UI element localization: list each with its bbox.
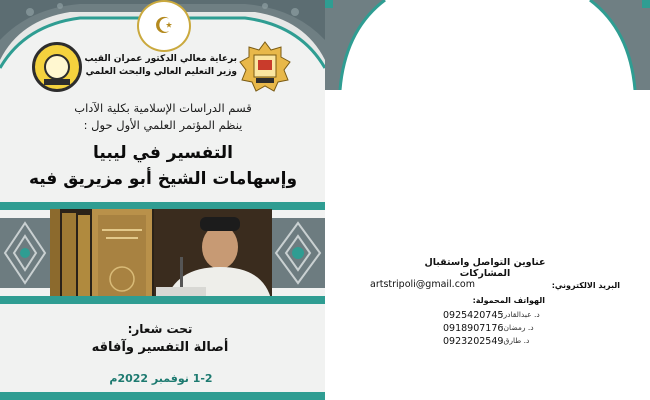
poster-back — [325, 0, 650, 400]
email-address[interactable]: artstripoli@gmail.com — [370, 279, 475, 290]
phone-row — [443, 323, 543, 335]
emblem-glyph: ☪ — [154, 13, 174, 39]
motto-label: تحت شعار: — [127, 322, 193, 336]
email-label: البريد الالكتروني: — [551, 281, 620, 290]
sponsor-line-1: برعاية معالي الدكتور عمران القيب — [84, 54, 237, 64]
teal-band-footer — [0, 392, 325, 400]
seal-banner — [44, 79, 70, 85]
department-line-2: ينظم المؤتمر العلمي الأول حول : — [83, 118, 243, 132]
phone-row — [443, 310, 543, 322]
department-line-1: قسم الدراسات الإسلامية بكلية الآداب — [74, 101, 252, 115]
phone-contact-name: د. طارق: — [501, 336, 530, 345]
phone-number[interactable]: 0925420745 — [443, 310, 504, 321]
seal-inner — [44, 54, 70, 80]
phone-number[interactable]: 0923202549 — [443, 336, 504, 347]
faculty-seal-icon — [238, 40, 292, 94]
phones-label: الهواتف المحمولة: — [472, 296, 545, 305]
conference-title-line-1: التفسير في ليبيا — [93, 143, 233, 163]
phone-contact-name: د. عبدالقادر: — [501, 310, 540, 319]
conference-date: 1-2 نوفمبر 2022م — [109, 372, 213, 385]
geometric-pattern-right — [272, 218, 325, 288]
teal-band-bottom — [0, 296, 325, 304]
phone-row — [443, 336, 543, 348]
contact-title: عناوين التواصل واستقبال المشاركات — [424, 257, 546, 279]
decorative-arch-right — [325, 0, 650, 90]
phone-contact-name: د. رمضان: — [501, 323, 534, 332]
geometric-pattern-left — [0, 218, 50, 288]
university-seal-icon — [32, 42, 82, 92]
phone-number[interactable]: 0918907176 — [443, 323, 504, 334]
libya-emblem-icon — [137, 0, 191, 52]
conference-title-line-2: وإسهامات الشيخ أبو مزيريق فيه — [28, 169, 298, 189]
sponsor-line-2: وزير التعليم العالي والبحث العلمي — [85, 67, 237, 77]
sheikh-photo — [50, 209, 272, 303]
sponsor-text — [77, 53, 237, 79]
organizer-text — [30, 100, 296, 134]
motto-text: أصالة التفسير وآفاقه — [91, 340, 229, 355]
